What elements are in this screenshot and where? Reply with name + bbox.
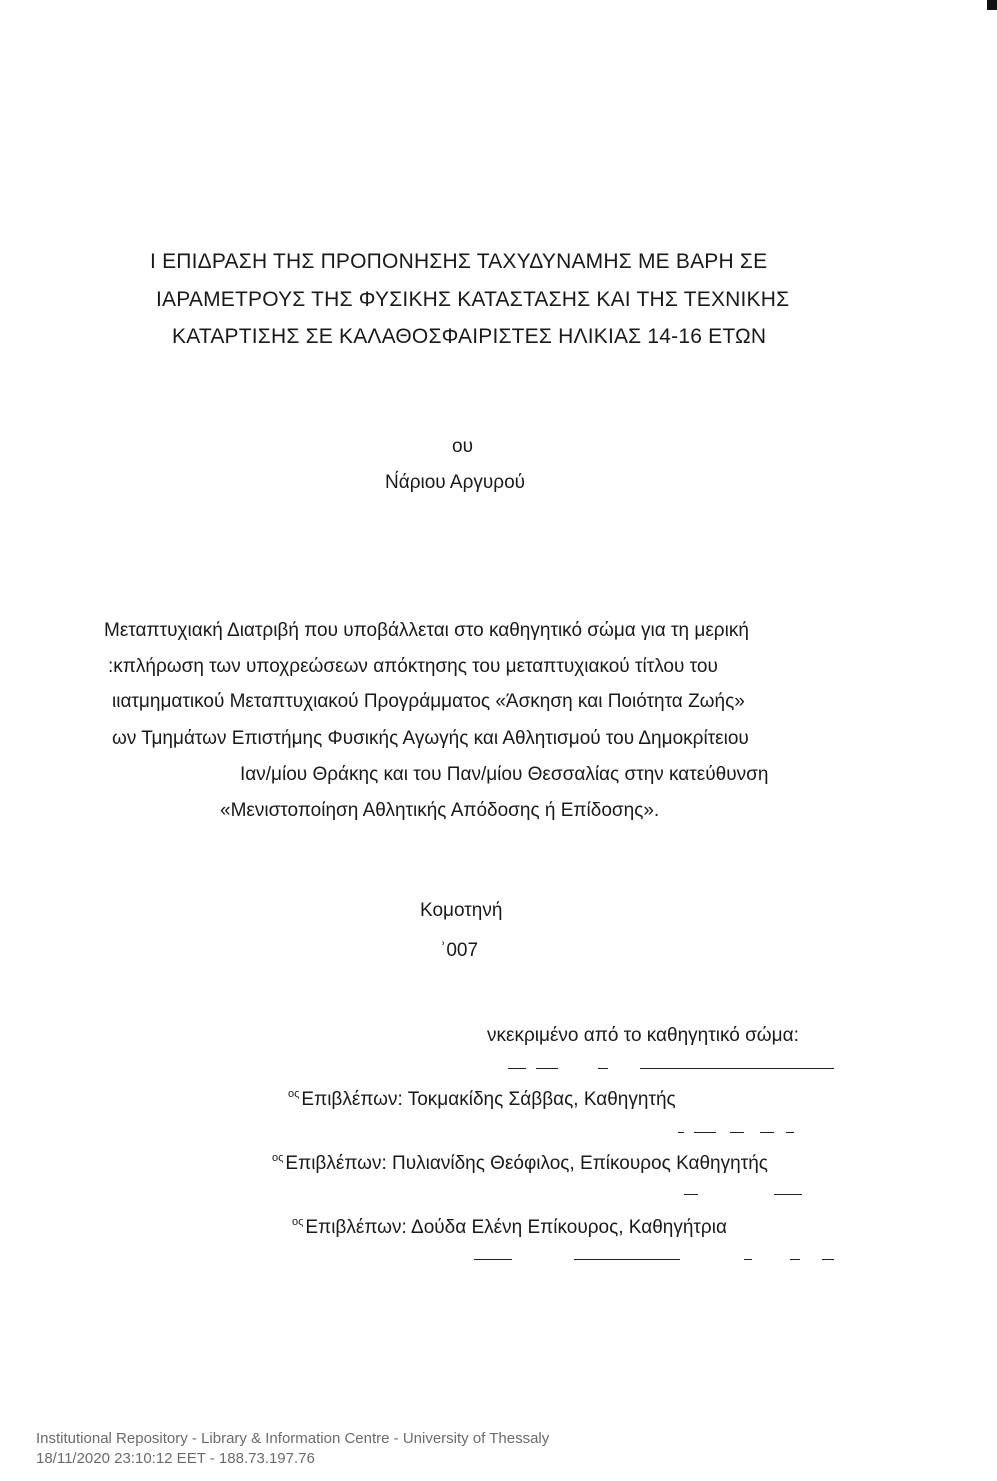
repository-footer-line-2: 18/11/2020 23:10:12 EET - 188.73.197.76: [36, 1450, 315, 1467]
signature-dash: [474, 1259, 512, 1260]
description-line-4: ων Τμημάτων Επιστήμης Φυσικής Αγωγής και Αθλητισμού του Δημοκρίτειου: [112, 728, 749, 749]
signature-line-2: [774, 1194, 802, 1195]
signature-dash: [694, 1132, 716, 1133]
signature-dash: [508, 1068, 526, 1069]
supervisor-3-ordinal: ος: [292, 1216, 304, 1228]
description-line-1: Μεταπτυχιακή Διατριβή που υποβάλλεται στο καθηγητικό σώμα για τη μερική: [104, 620, 749, 641]
supervisor-2-text: Επιβλέπων: Πυλιανίδης Θεόφιλος, Επίκουρος Καθηγητής: [285, 1153, 768, 1174]
description-line-5: Ιαν/μίου Θράκης και του Παν/μίου Θεσσαλίας στην κατεύθυνση: [240, 764, 769, 785]
signature-dash: [744, 1259, 752, 1260]
supervisor-2-ordinal: ος: [272, 1152, 284, 1164]
signature-dash: [790, 1259, 800, 1260]
signature-dash: [730, 1132, 744, 1133]
signature-dash: [760, 1132, 774, 1133]
signature-dash: [678, 1132, 684, 1133]
city: Κομοτηνή: [420, 900, 503, 921]
signature-dash: [786, 1132, 794, 1133]
supervisor-3: [292, 1216, 727, 1239]
description-line-2: :κπλήρωση των υποχρεώσεων απόκτησης του μεταπτυχιακού τίτλου του: [108, 656, 718, 677]
description-line-3: ιιατμηματικού Μεταπτυχιακού Προγράμματος «Άσκηση και Ποιότητα Ζωής»: [112, 691, 745, 712]
signature-dash: [684, 1194, 698, 1195]
signature-line-3: [574, 1259, 680, 1260]
title-line-3: ΚΑΤΑΡΤΙΣΗΣ ΣΕ ΚΑΛΑΘΟΣΦΑΙΡΙΣΤΕΣ ΗΛΙΚΙΑΣ 14-16 ΕΤΩΝ: [172, 325, 767, 348]
supervisor-2: [272, 1152, 768, 1175]
description-line-6: «Μενιστοποίηση Αθλητικής Απόδοσης ή Επίδοσης».: [220, 800, 660, 821]
supervisor-1: [288, 1088, 676, 1111]
by-label: ου: [452, 436, 473, 457]
author-name: Ν́άριου Αργυρού: [385, 472, 526, 493]
signature-dash: [536, 1068, 558, 1069]
signature-dash: [598, 1068, 608, 1069]
supervisor-1-text: Επιβλέπων: Τοκμακίδης Σάββας, Καθηγητής: [301, 1089, 676, 1110]
supervisor-1-ordinal: ος: [288, 1088, 300, 1100]
signature-line-1: [640, 1068, 834, 1069]
title-line-2: ΙΑΡΑΜΕΤΡΟΥΣ ΤΗΣ ΦΥΣΙΚΗΣ ΚΑΤΑΣΤΑΣΗΣ ΚΑΙ ΤΗΣ ΤΕΧΝΙΚΗΣ: [156, 288, 790, 311]
title-line-1: Ι ΕΠΙΔΡΑΣΗ ΤΗΣ ΠΡΟΠΟΝΗΣΗΣ ΤΑΧΥΔΥΝΑΜΗΣ ΜΕ ΒΑΡΗ ΣΕ: [150, 250, 768, 273]
scan-corner-mark: [987, 0, 997, 10]
signature-dash: [822, 1259, 834, 1260]
year: ʾ007: [440, 940, 479, 961]
repository-footer-line-1: Institutional Repository - Library & Information Centre - University of Thessaly: [36, 1430, 550, 1447]
approval-heading: νκεκριμένο από το καθηγητικό σώμα:: [487, 1025, 799, 1046]
supervisor-3-text: Επιβλέπων: Δούδα Ελένη Επίκουρος, Καθηγήτρια: [305, 1217, 727, 1238]
